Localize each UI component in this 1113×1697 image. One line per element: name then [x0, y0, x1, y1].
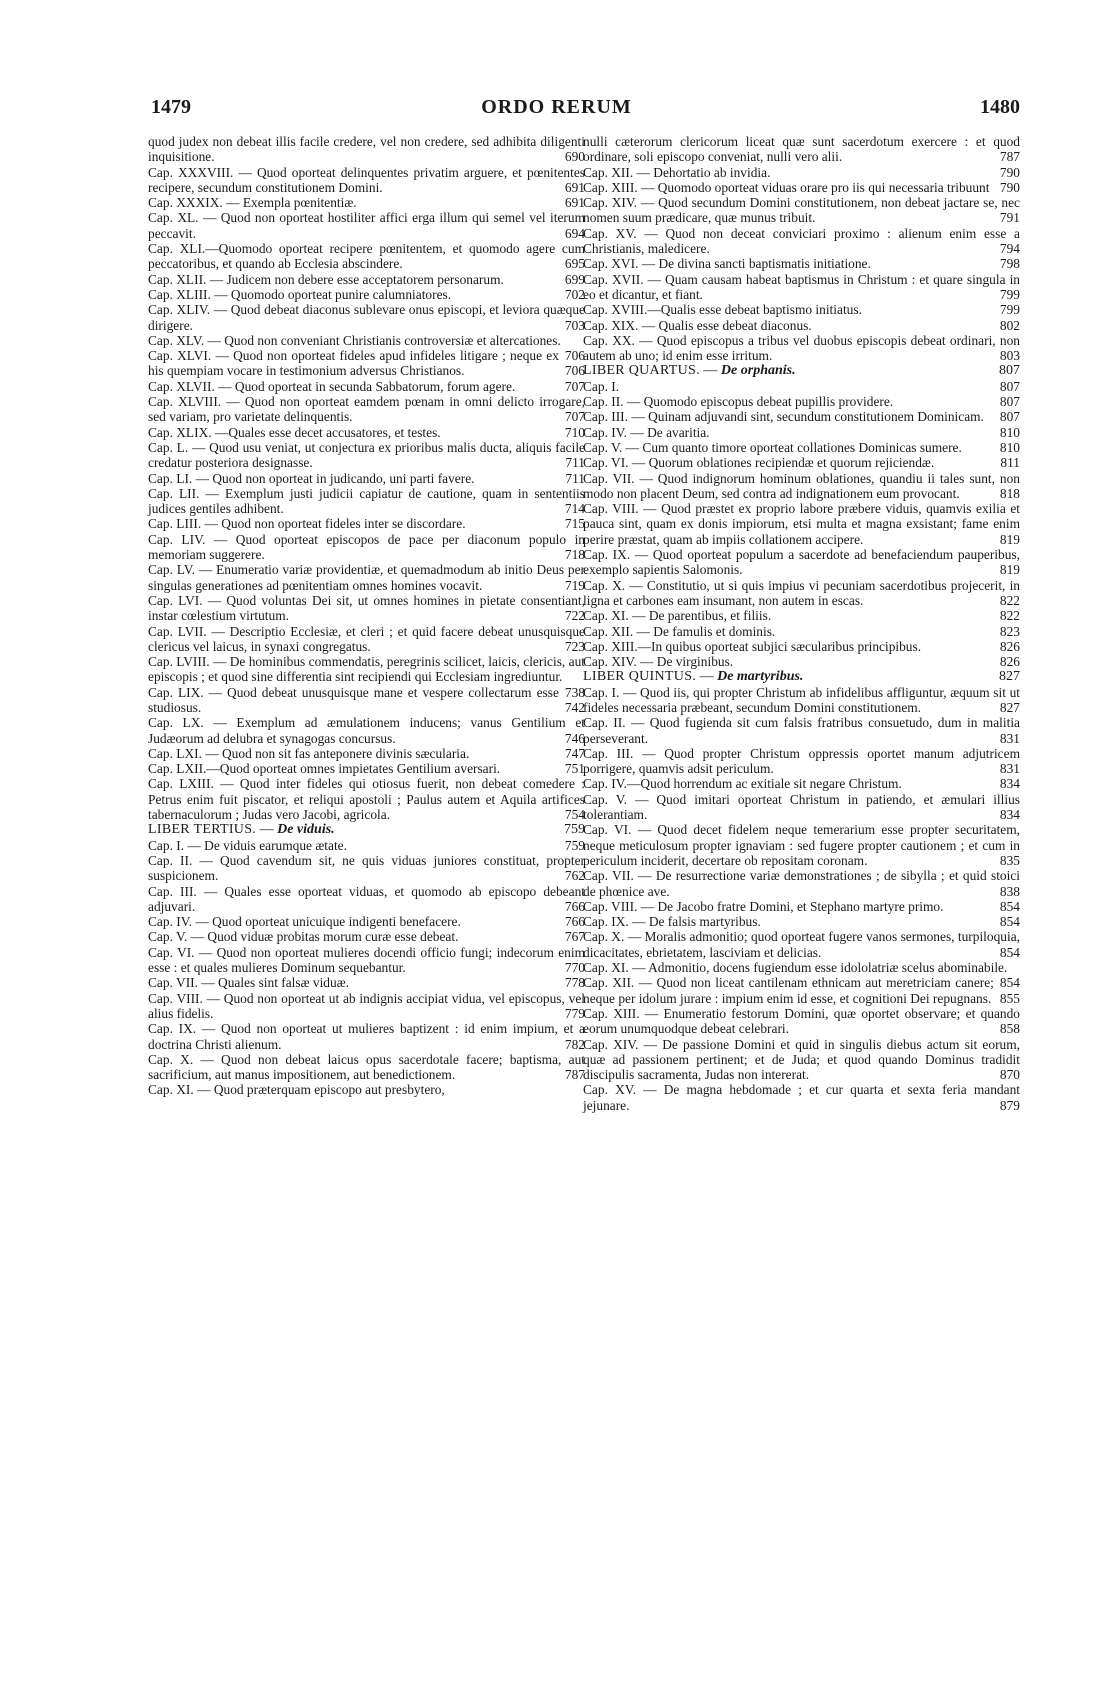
chapter-text: Cap. VII. — Quod indignorum hominum oblationes, quandiu ii tales sunt, non modo non placent Deum, sed contra ad indignationem eum provocant. [583, 470, 1020, 501]
chapter-text: Cap. XVII. — Quam causam habeat baptismus in Christum : et quare singula in eo et dicantur, et fiant. [583, 271, 1020, 302]
chapter-text: Cap. XI. — De parentibus, et filiis. [583, 608, 772, 624]
chapter-text: nulli cæterorum clericorum liceat quæ sunt sacerdotum exercere : et quod ordinare, soli episcopo conveniat, nulli vero alii. [583, 134, 1020, 165]
chapter-text: Cap. IX. — Quod oporteat populum a sacerdote ad benefaciendum pauperibus, exemplo sapientis Salomonis. [583, 547, 1020, 578]
chapter-entry [583, 394, 1020, 409]
chapter-text: Cap. LXI. — Quod non sit fas anteponere divinis sæcularia. [148, 745, 470, 761]
left-column [148, 134, 585, 1098]
page-reference: 707 [564, 378, 585, 394]
chapter-text: Cap. LVI. — Quod voluntas Dei sit, ut omnes homines in pietate consentiant, instar cœlestium virtutum. [148, 592, 585, 624]
page-reference: 803 [999, 348, 1020, 364]
chapter-text: Cap. X. — Constitutio, ut si quis impius vi pecuniam sacerdotibus projecerit, in ligna et carbones eam insumant, non autem in escas. [583, 577, 1020, 608]
chapter-text: Cap. XLII. — Judicem non debere esse acceptatorem personarum. [148, 271, 504, 287]
page-reference: 718 [564, 547, 585, 563]
chapter-text: Cap. VIII. — Quod præstet ex proprio labore præbere viduis, quamvis exilia et pauca sint, quam ex donis impiorum, etsi multa et magna exsistant; fame enim perire præstat, quam ab impiis collationem accipere. [583, 501, 1020, 547]
chapter-text: Cap. XXXVIII. — Quod oporteat delinquentes privatim arguere, et pœnitentes recipere, secundum constitutionem Domini. [148, 164, 585, 195]
chapter-text: Cap. VIII. — Quod non oporteat ut ab indignis accipiat vidua, vel episcopus, vel alius fidelis. [148, 990, 585, 1021]
chapter-text: Cap. XII. — De famulis et dominis. [583, 623, 776, 639]
chapter-text: Cap. XLVI. — Quod non oporteat fideles apud infideles litigare ; neque ex his quempiam vocare in testimonium adversus Christianos. [148, 348, 559, 379]
book-subtitle: De viduis. [277, 822, 335, 838]
page-reference: 787 [999, 149, 1020, 165]
chapter-text: Cap. II. — Quod fugienda sit cum falsis fratribus consuetudo, dum in malitia perseverant. [583, 715, 1020, 746]
chapter-entry [583, 715, 1020, 746]
chapter-entry [583, 379, 1020, 394]
page-reference: 854 [999, 944, 1020, 960]
chapter-entry [148, 1052, 585, 1083]
page-reference: 759 [564, 822, 585, 838]
chapter-text: Cap. III. — Quales esse oporteat viduas, et quomodo ab episcopo debeant adjuvari. [148, 883, 585, 914]
book-heading: 807 LIBER QUARTUS. — De orphanis. [583, 363, 1020, 379]
chapter-entry [583, 134, 1020, 165]
chapter-text: Cap. LXII.—Quod oporteat omnes impietates Gentilium aversari. [148, 761, 501, 777]
chapter-entry [583, 624, 1020, 639]
chapter-text: Cap. LIV. — Quod oporteat episcopos de pace per diaconum populo in memoriam suggerere. [148, 531, 585, 563]
chapter-text: Cap. LI. — Quod non oporteat in judicando, uni parti favere. [148, 470, 475, 486]
chapter-text: Cap. LXIII. — Quod inter fideles qui otiosus fuerit, non debeat comedere : Petrus enim fuit piscator, et reliqui apostoli ; Paulus autem et Aquila artifices tabernaculorum ; Judas vero Jacobi, agricola. [148, 776, 585, 823]
chapter-entry [148, 991, 585, 1022]
page-reference: 759 [564, 837, 585, 853]
page-reference: 711 [565, 470, 585, 486]
chapter-entry [583, 226, 1020, 257]
chapter-text: Cap. LIX. — Quod debeat unusquisque mane et vespere collectarum esse studiosus. [148, 684, 559, 715]
chapter-entry [148, 516, 585, 531]
chapter-text: Cap. XVIII.—Qualis esse debeat baptismo initiatus. [583, 302, 862, 318]
chapter-entry [583, 256, 1020, 271]
chapter-entry [583, 455, 1020, 470]
chapter-entry [583, 471, 1020, 502]
chapter-entry [583, 318, 1020, 333]
page-reference: 691 [564, 179, 585, 195]
page-header [0, 96, 1113, 126]
chapter-entry [583, 333, 1020, 364]
chapter-text: Cap. XLIV. — Quod debeat diaconus sublevare onus episcopi, et leviora quæque dirigere. [148, 302, 585, 333]
chapter-entry [583, 180, 1020, 195]
page-reference: 703 [564, 317, 585, 333]
page-reference: 690 [564, 149, 585, 165]
chapter-text: Cap. VIII. — De Jacobo fratre Domini, et Stephano martyre primo. [583, 898, 944, 914]
chapter-entry [583, 547, 1020, 578]
page-reference: 810 [999, 424, 1020, 440]
chapter-text: Cap. V. — Cum quanto timore oporteat collationes Dominicas sumere. [583, 439, 962, 455]
chapter-entry [148, 884, 585, 915]
page-reference: 858 [999, 1021, 1020, 1037]
chapter-text: Cap. IX. — De falsis martyribus. [583, 914, 761, 930]
page-reference: 823 [999, 623, 1020, 639]
chapter-text: Cap. XXXIX. — Exempla pœnitentiæ. [148, 195, 357, 211]
chapter-text: Cap. III. — Quinam adjuvandi sint, secundum constitutionem Dominicam. [583, 409, 984, 425]
chapter-text: Cap. XV. — Quod non deceat conviciari proximo : alienum enim esse a Christianis, maledicere. [583, 225, 1020, 257]
page-reference: 834 [999, 776, 1020, 792]
chapter-entry [148, 562, 585, 593]
chapter-text: Cap. X. — Moralis admonitio; quod oporteat fugere vanos sermones, turpiloquia, dicacitates, ebrietatem, lasciviam et delicias. [583, 929, 1020, 960]
chapter-entry [148, 776, 585, 822]
book-heading: 759 LIBER TERTIUS. — De viduis. [148, 822, 585, 838]
chapter-entry [148, 195, 585, 210]
chapter-text: Cap. LVII. — Descriptio Ecclesiæ, et cleri ; et quid facere debeat unusquisque clericus vel laicus, in synaxi congregatus. [148, 623, 585, 654]
chapter-entry [583, 822, 1020, 868]
page-reference: 854 [999, 898, 1020, 914]
chapter-entry [148, 287, 585, 302]
chapter-text: quod judex non debeat illis facile credere, vel non credere, sed adhibita diligenti inquisitione. [148, 134, 585, 165]
chapter-entry [148, 1082, 585, 1097]
chapter-entry [583, 578, 1020, 609]
page-reference: 870 [999, 1067, 1020, 1083]
chapter-entry [148, 715, 585, 746]
chapter-text: Cap. VII. — Quales sint falsæ viduæ. [148, 975, 349, 991]
chapter-text: Cap. V. — Quod viduæ probitas morum curæ esse debeat. [148, 929, 459, 945]
book-title: LIBER QUINTUS. [583, 669, 697, 685]
chapter-entry [583, 899, 1020, 914]
page-reference: 782 [564, 1036, 585, 1052]
chapter-entry [583, 975, 1020, 1006]
chapter-text: Cap. LV. — Enumeratio variæ providentiæ, et quemadmodum ab initio Deus per singulas generationes ad pœnitentiam omnes homines vocavit. [148, 562, 585, 593]
chapter-entry [148, 853, 585, 884]
page-reference: 794 [999, 241, 1020, 257]
page-reference: 699 [564, 271, 585, 287]
chapter-text: Cap. XIV. — Quod secundum Domini constitutionem, non debeat jactare se, nec nomen suum prædicare, quæ munus tribuit. [583, 195, 1020, 226]
chapter-text: Cap. XLV. — Quod non conveniant Christianis controversiæ et altercationes. [148, 332, 561, 348]
page-reference: 810 [999, 439, 1020, 455]
chapter-entry [583, 409, 1020, 424]
chapter-entry [583, 501, 1020, 547]
page-reference: 694 [564, 225, 585, 241]
chapter-text: Cap. LII. — Exemplum justi judicii capiatur de cautione, quam in sententiis judices gentiles adhibent. [148, 485, 585, 517]
book-heading: 827 LIBER QUINTUS. — De martyribus. [583, 669, 1020, 685]
chapter-entry [148, 975, 585, 990]
chapter-text: Cap. XI. — Admonitio, docens fugiendum esse idololatriæ scelus abominabile. [583, 960, 1008, 976]
page-reference: 791 [999, 210, 1020, 226]
chapter-entry [583, 165, 1020, 180]
right-column [583, 134, 1020, 1113]
page-reference: 706 [564, 363, 585, 379]
chapter-entry [583, 195, 1020, 226]
page-reference: 807 [999, 378, 1020, 394]
page-reference: 695 [564, 256, 585, 272]
chapter-entry [148, 746, 585, 761]
chapter-entry [583, 654, 1020, 669]
book-title: LIBER QUARTUS. [583, 363, 700, 379]
chapter-text: Cap. VI. — Quod decet fidelem neque temerarium esse propter securitatem, neque meticulosum propter ignaviam : sed fugere propter cautionem ; et cum in periculum inciderit, decertare ob repositam coronam. [583, 822, 1020, 868]
chapter-text: Cap. III. — Quod propter Christum oppressis oportet manum adjutricem porrigere, quamvis adsit periculum. [583, 745, 1020, 777]
chapter-entry [583, 746, 1020, 777]
chapter-entry [583, 914, 1020, 929]
book-subtitle: De orphanis. [720, 363, 796, 379]
page-reference: 762 [564, 868, 585, 884]
page-reference: 751 [564, 761, 585, 777]
chapter-entry [148, 165, 585, 196]
chapter-text: Cap. XIII. — Enumeratio festorum Domini, quæ oportet observare; et quando eorum unumquodque debeat celebrari. [583, 1005, 1020, 1037]
page-reference: 710 [564, 424, 585, 440]
chapter-text: Cap. L. — Quod usu veniat, ut conjectura ex prioribus malis ducta, aliquis facile credatur posteriora designasse. [148, 439, 585, 471]
page-reference: 835 [999, 852, 1020, 868]
page-reference: 854 [999, 914, 1020, 930]
page-reference: 807 [999, 363, 1020, 379]
page-reference: 706 [564, 348, 585, 364]
chapter-text: Cap. VI. — Quod non oporteat mulieres docendi officio fungi; indecorum enim esse : et quales mulieres Dominum sequebantur. [148, 944, 585, 976]
page-reference: 879 [999, 1097, 1020, 1113]
page-reference: 827 [999, 699, 1020, 715]
running-title: ORDO RERUM [481, 96, 632, 118]
page-reference: 811 [1000, 455, 1020, 471]
book-subtitle: De martyribus. [717, 669, 804, 685]
chapter-entry [583, 440, 1020, 455]
chapter-entry [583, 1006, 1020, 1037]
book-title: LIBER TERTIUS. [148, 822, 257, 838]
page-number-left: 1479 [151, 96, 191, 118]
chapter-entry [583, 1082, 1020, 1113]
page-reference: 770 [564, 960, 585, 976]
chapter-entry [583, 608, 1020, 623]
page-reference: 746 [564, 730, 585, 746]
chapter-entry [148, 1021, 585, 1052]
page-reference: 714 [564, 501, 585, 517]
chapter-text: Cap. XLI.—Quomodo oporteat recipere pœnitentem, et quomodo agere cum peccatoribus, et quando ab Ecclesia abscindere. [148, 241, 585, 272]
chapter-entry [583, 776, 1020, 791]
chapter-text: Cap. XII. — Dehortatio ab invidia. [583, 164, 771, 180]
page-reference: 754 [564, 807, 585, 823]
chapter-entry [583, 792, 1020, 823]
chapter-entry [148, 348, 585, 379]
page-reference: 831 [999, 761, 1020, 777]
chapter-text: Cap. X. — Quod non debeat laicus opus sacerdotale facere; baptisma, aut sacrificium, aut manus impositionem, aut benedictionem. [148, 1051, 585, 1083]
page-reference: 723 [564, 638, 585, 654]
chapter-text: Cap. LIII. — Quod non oporteat fideles inter se discordare. [148, 516, 466, 532]
chapter-entry [148, 838, 585, 853]
page-reference: 691 [564, 195, 585, 211]
page-reference: 799 [999, 286, 1020, 302]
chapter-entry [148, 302, 585, 333]
chapter-text: Cap. VII. — De resurrectione variæ demonstrationes ; de sibylla ; et quid stoici de phœnice ave. [583, 868, 1020, 899]
page-reference: 826 [999, 638, 1020, 654]
page-reference: 819 [999, 531, 1020, 547]
chapter-entry [148, 945, 585, 976]
page-reference: 826 [999, 654, 1020, 670]
chapter-text: Cap. XIX. — Qualis esse debeat diaconus. [583, 317, 812, 333]
chapter-text: Cap. II. — Quod cavendum sit, ne quis viduas juniores constituat, propter suspicionem. [148, 852, 585, 884]
page-reference: 798 [999, 256, 1020, 272]
page-reference: 855 [999, 990, 1020, 1006]
page-reference: 807 [999, 409, 1020, 425]
chapter-text: Cap. XIII.—In quibus oporteat subjici sæcularibus principibus. [583, 638, 922, 654]
page-reference: 854 [999, 975, 1020, 991]
chapter-entry [148, 440, 585, 471]
chapter-entry [148, 241, 585, 272]
page-reference: 742 [564, 699, 585, 715]
chapter-entry [148, 486, 585, 517]
page-reference: 822 [999, 592, 1020, 608]
chapter-text: Cap. XII. — Quod non liceat cantilenam ethnicam aut meretriciam canere; neque per idolum jurare : impium enim id esse, et cognitioni Dei repugnans. [583, 975, 994, 1006]
page-reference: 722 [564, 608, 585, 624]
chapter-entry [583, 929, 1020, 960]
page-reference: 822 [999, 608, 1020, 624]
page-reference: 838 [999, 883, 1020, 899]
chapter-entry [148, 425, 585, 440]
page-reference: 779 [564, 1005, 585, 1021]
page-reference: 767 [564, 929, 585, 945]
chapter-text: Cap. XL. — Quod non oporteat hostiliter affici erga illum qui semel vel iterum peccavit. [148, 210, 585, 241]
page-reference: 818 [999, 485, 1020, 501]
page-reference: 831 [999, 730, 1020, 746]
chapter-entry [148, 394, 585, 425]
chapter-entry [148, 272, 585, 287]
chapter-text: Cap. I. [583, 378, 620, 394]
page-reference: 799 [999, 302, 1020, 318]
page-reference: 738 [564, 684, 585, 700]
chapter-entry [148, 471, 585, 486]
chapter-text: Cap. V. — Quod imitari oporteat Christum in patiendo, et æmulari illius tolerantiam. [583, 791, 1020, 823]
chapter-text: Cap. XVI. — De divina sancti baptismatis initiatione. [583, 256, 871, 272]
chapter-text: Cap. XX. — Quod episcopus a tribus vel duobus episcopis debeat ordinari, non autem ab uno; id enim esse irritum. [583, 332, 1020, 364]
chapter-text: Cap. XIV. — De virginibus. [583, 654, 734, 670]
chapter-text: Cap. XI. — Quod præterquam episcopo aut presbytero, [148, 1082, 445, 1098]
chapter-entry [583, 639, 1020, 654]
chapter-entry [583, 1037, 1020, 1083]
chapter-text: Cap. LX. — Exemplum ad æmulationem inducens; vanus Gentilium et Judæorum ad delubra et synagogas concursus. [148, 715, 585, 746]
chapter-text: Cap. XLIX. —Quales esse decet accusatores, et testes. [148, 424, 441, 440]
chapter-entry [583, 685, 1020, 716]
chapter-entry [148, 593, 585, 624]
page-reference: 787 [564, 1067, 585, 1083]
page-reference: 766 [564, 914, 585, 930]
chapter-text: Cap. XLVII. — Quod oporteat in secunda Sabbatorum, forum agere. [148, 378, 516, 394]
page-reference: 834 [999, 807, 1020, 823]
chapter-text: Cap. IV.—Quod horrendum ac exitiale sit negare Christum. [583, 776, 902, 792]
page-reference: 778 [564, 975, 585, 991]
chapter-text: Cap. I. — Quod iis, qui propter Christum ab infidelibus affliguntur, æquum sit ut fideles necessaria præbeant, secundum Domini constitutionem. [583, 684, 1020, 715]
chapter-entry [583, 272, 1020, 303]
chapter-text: Cap. IV. — Quod oporteat unicuique indigenti benefacere. [148, 914, 461, 930]
page-reference: 766 [564, 898, 585, 914]
chapter-entry [148, 914, 585, 929]
page-reference: 827 [999, 669, 1020, 685]
chapter-text: Cap. XIV. — De passione Domini et quid in singulis diebus actum sit eorum, quæ ad passionem pertinent; et de Juda; et quod quando Dominus tradidit discipulis sacramenta, Judas non intererat. [583, 1036, 1020, 1083]
page-reference: 807 [999, 394, 1020, 410]
chapter-text: Cap. VI. — Quorum oblationes recipiendæ et quorum rejiciendæ. [583, 455, 935, 471]
page-reference: 707 [564, 409, 585, 425]
chapter-text: Cap. LVIII. — De hominibus commendatis, peregrinis scilicet, laicis, clericis, aut episcopis ; et quod sine differentia sint recipiendi qui Ecclesiam ingrediuntur. [148, 654, 585, 685]
chapter-text: Cap. XV. — De magna hebdomade ; et cur quarta et sexta feria mandant jejunare. [583, 1082, 1020, 1113]
chapter-entry [583, 868, 1020, 899]
page-reference: 747 [564, 745, 585, 761]
page-reference: 819 [999, 562, 1020, 578]
chapter-text: Cap. IX. — Quod non oporteat ut mulieres baptizent : id enim impium, et a doctrina Christi alienum. [148, 1021, 585, 1052]
page-reference: 715 [564, 516, 585, 532]
chapter-entry [583, 425, 1020, 440]
chapter-entry [148, 532, 585, 563]
page-reference: 719 [564, 577, 585, 593]
chapter-text: Cap. I. — De viduis earumque ætate. [148, 837, 347, 853]
chapter-entry [148, 379, 585, 394]
chapter-text: Cap. II. — Quomodo episcopus debeat pupillis providere. [583, 394, 894, 410]
page-reference: 790 [999, 164, 1020, 180]
chapter-text: Cap. XLIII. — Quomodo oporteat punire calumniatores. [148, 286, 452, 302]
page-reference: 790 [999, 179, 1020, 195]
page-reference: 711 [565, 455, 585, 471]
chapter-text: Cap. XLVIII. — Quod non oporteat eamdem pœnam in omni delicto irrogare, sed variam, pro varietate delinquentis. [148, 394, 585, 425]
chapter-entry [148, 134, 585, 165]
chapter-entry [148, 685, 585, 716]
chapter-text: Cap. IV. — De avaritia. [583, 424, 710, 440]
chapter-entry [583, 302, 1020, 317]
chapter-entry [148, 761, 585, 776]
chapter-entry [148, 624, 585, 655]
chapter-entry [148, 210, 585, 241]
chapter-text: Cap. XIII. — Quomodo oporteat viduas orare pro iis qui necessaria tribuunt [583, 179, 990, 195]
page-number-right: 1480 [980, 96, 1020, 118]
page-reference: 702 [564, 286, 585, 302]
page-reference: 802 [999, 317, 1020, 333]
chapter-entry [148, 929, 585, 944]
